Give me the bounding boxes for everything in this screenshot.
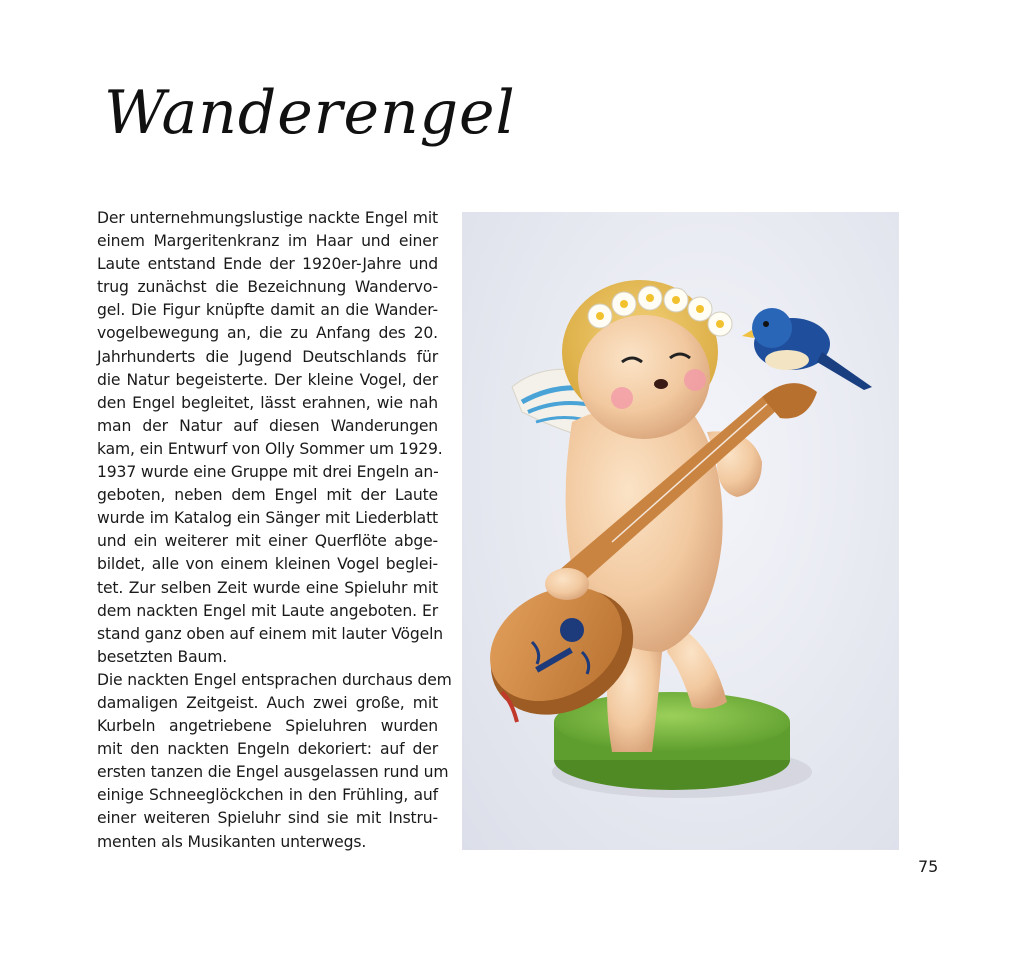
text-line: ersten tanzen die Engel ausgelassen rund um xyxy=(97,763,449,782)
text-line: einem Margeritenkranz im Haar und einer xyxy=(97,232,438,251)
text-line: gel. Die Figur knüpfte damit an die Wander- xyxy=(97,301,438,320)
text-line: Der unternehmungslustige nackte Engel mit xyxy=(97,209,438,227)
text-line: Die nackten Engel entsprachen durchaus dem xyxy=(97,670,452,689)
text-line: 1937 wurde eine Gruppe mit drei Engeln an- xyxy=(97,463,439,482)
text-line: geboten, neben dem Engel mit der Laute xyxy=(97,486,438,505)
text-line: wurde im Katalog ein Sänger mit Liederblatt xyxy=(97,509,438,528)
text-line: mit den nackten Engeln dekoriert: auf der xyxy=(97,740,438,759)
text-line: man der Natur auf diesen Wanderungen xyxy=(97,416,438,435)
text-line: einer weiteren Spieluhr sind sie mit Instru- xyxy=(97,809,438,828)
text-line: Jahrhunderts die Jugend Deutschlands für xyxy=(97,347,438,366)
text-line: und ein weiterer mit einer Querflöte abge- xyxy=(97,532,438,551)
page-number: 75 xyxy=(918,857,939,876)
mouth xyxy=(654,379,668,389)
angel-figurine-photo xyxy=(462,212,899,850)
text-line: dem nackten Engel mit Laute angeboten. Er xyxy=(97,601,438,620)
text-line: menten als Musikanten unterwegs. xyxy=(97,832,367,851)
text-line: einige Schneeglöckchen in den Frühling, auf xyxy=(97,786,438,805)
article-text xyxy=(97,207,452,854)
text-line: vogelbewegung an, die zu Anfang des 20. xyxy=(97,324,438,343)
text-line: trug zunächst die Bezeichnung Wandervo- xyxy=(97,278,438,297)
text-line: stand ganz oben auf einem mit lauter Vögeln xyxy=(97,624,444,643)
page-title: Wanderengel xyxy=(104,78,516,148)
text-line: kam, ein Entwurf von Olly Sommer um 1929. xyxy=(97,439,443,458)
bluebird xyxy=(742,308,872,390)
cheek xyxy=(611,387,633,409)
text-line: die Natur begeisterte. Der kleine Vogel, der xyxy=(97,370,438,389)
text-line: besetzten Baum. xyxy=(97,647,228,666)
text-line: den Engel begleitet, lässt erahnen, wie nah xyxy=(97,393,438,412)
figurine-illustration xyxy=(462,212,899,850)
cheek xyxy=(684,369,706,391)
text-line: tet. Zur selben Zeit wurde eine Spieluhr mit xyxy=(97,578,438,597)
left-hand xyxy=(545,568,589,600)
text-line: Kurbeln angetriebene Spieluhren wurden xyxy=(97,717,438,736)
text-line: bildet, alle von einem kleinen Vogel beglei- xyxy=(97,555,438,574)
text-line: damaligen Zeitgeist. Auch zwei große, mit xyxy=(97,693,438,712)
green-base xyxy=(554,692,790,790)
text-line: Laute entstand Ende der 1920er-Jahre und xyxy=(97,255,438,274)
